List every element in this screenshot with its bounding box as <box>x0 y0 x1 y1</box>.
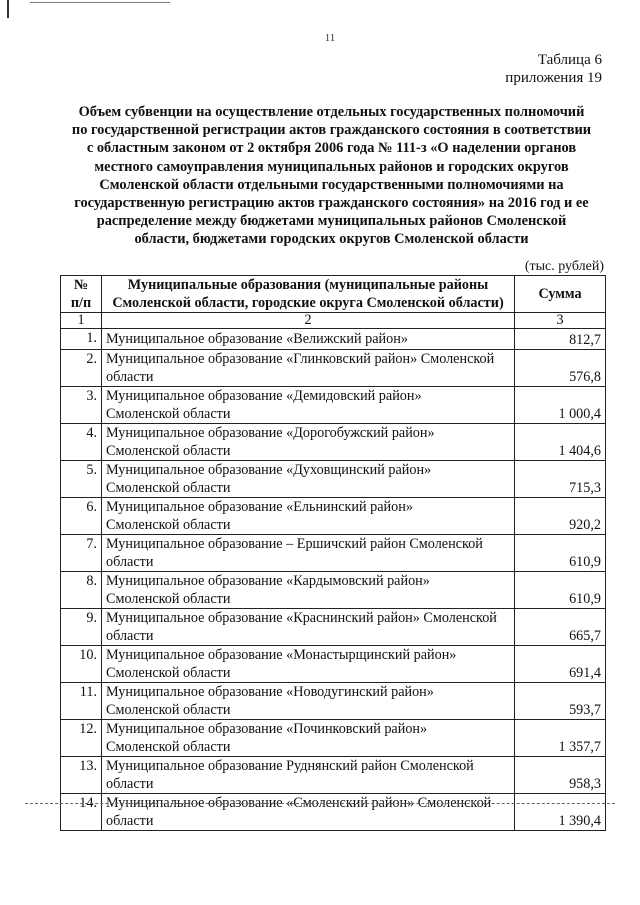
row-sum: 812,7 <box>515 329 606 350</box>
municipality-name <box>102 535 515 572</box>
row-number: 7. <box>61 535 102 572</box>
row-number: 13. <box>61 757 102 794</box>
municipality-name-line1: Муниципальное образование «Монастырщинский район» <box>106 647 457 663</box>
municipality-name-line1: Муниципальное образование «Велижский район» <box>106 331 408 347</box>
row-sum: 1 404,6 <box>515 424 606 461</box>
scan-mark <box>7 0 9 18</box>
municipality-name-line2: Смоленской области <box>106 739 231 755</box>
units-note: (тыс. рублей) <box>524 259 604 274</box>
row-number: 11. <box>61 683 102 720</box>
municipality-name-line1: Муниципальное образование «Демидовский район» <box>106 388 422 404</box>
municipality-name-line2: области <box>106 369 154 385</box>
subvention-table <box>60 275 606 831</box>
title-line: Объем субвенции на осуществление отдельных государственных полномочий <box>78 104 585 120</box>
municipality-name <box>102 350 515 387</box>
table-row <box>61 329 606 350</box>
municipality-name-line2: области <box>106 554 154 570</box>
header-number <box>61 276 102 313</box>
table-row <box>61 350 606 387</box>
column-index-cell: 1 <box>61 313 102 329</box>
row-sum: 665,7 <box>515 609 606 646</box>
page-number: 11 <box>324 32 336 44</box>
table-row <box>61 387 606 424</box>
row-sum: 576,8 <box>515 350 606 387</box>
row-sum: 593,7 <box>515 683 606 720</box>
row-number: 1. <box>61 329 102 350</box>
row-sum: 1 357,7 <box>515 720 606 757</box>
title-line: по государственной регистрации актов гражданского состояния в соответствии <box>71 122 592 139</box>
table-body <box>61 329 606 831</box>
row-sum: 691,4 <box>515 646 606 683</box>
row-number: 14. <box>61 794 102 831</box>
title-line: местного самоуправления муниципальных районов и городских округов <box>94 158 569 175</box>
municipality-name-line2: области <box>106 628 154 644</box>
table-row <box>61 646 606 683</box>
row-number: 3. <box>61 387 102 424</box>
row-sum: 920,2 <box>515 498 606 535</box>
table-reference <box>505 51 602 87</box>
table-header-row <box>61 276 606 313</box>
table-row <box>61 720 606 757</box>
municipality-name-line2: Смоленской области <box>106 443 231 459</box>
table-reference-line2: приложения 19 <box>505 70 602 86</box>
header-number-line2: п/п <box>70 295 92 311</box>
municipality-name <box>102 387 515 424</box>
header-municipality <box>102 276 515 313</box>
document-title <box>48 103 615 249</box>
title-line: области, бюджетами городских округов Смоленской области <box>134 231 529 248</box>
header-municipality-line1: Муниципальные образования (муниципальные районы <box>127 277 489 293</box>
municipality-name-line2: Смоленской области <box>106 665 231 681</box>
municipality-name <box>102 329 515 350</box>
municipality-name-line2: Смоленской области <box>106 517 231 533</box>
row-number: 2. <box>61 350 102 387</box>
table-row <box>61 572 606 609</box>
municipality-name <box>102 794 515 831</box>
title-line: распределение между бюджетами муниципальных районов Смоленской <box>96 213 567 230</box>
municipality-name-line1: Муниципальное образование «Смоленский район» Смоленской <box>106 795 492 811</box>
municipality-name <box>102 757 515 794</box>
row-sum: 610,9 <box>515 535 606 572</box>
title-line: с областным законом от 2 октября 2006 года № 111-з «О наделении органов <box>86 140 577 157</box>
header-sum: Сумма <box>515 276 606 313</box>
table-reference-line1: Таблица 6 <box>537 52 602 68</box>
municipality-name-line1: Муниципальное образование – Ершичский район Смоленской <box>106 536 483 552</box>
municipality-name <box>102 461 515 498</box>
row-sum: 610,9 <box>515 572 606 609</box>
municipality-name-line1: Муниципальное образование «Новодугинский район» <box>106 684 434 700</box>
row-sum: 1 390,4 <box>515 794 606 831</box>
header-municipality-line2: Смоленской области, городские округа Смоленской области) <box>112 295 504 311</box>
column-index-cell: 3 <box>515 313 606 329</box>
table-row <box>61 498 606 535</box>
municipality-name <box>102 498 515 535</box>
row-number: 12. <box>61 720 102 757</box>
municipality-name-line2: Смоленской области <box>106 406 231 422</box>
municipality-name <box>102 646 515 683</box>
municipality-name-line1: Муниципальное образование Руднянский район Смоленской <box>106 758 474 774</box>
table-row <box>61 535 606 572</box>
scan-border-line <box>30 2 170 3</box>
municipality-name-line1: Муниципальное образование «Кардымовский район» <box>106 573 430 589</box>
municipality-name-line1: Муниципальное образование «Починковский район» <box>106 721 428 737</box>
municipality-name-line1: Муниципальное образование «Ельнинский район» <box>106 499 413 515</box>
municipality-name <box>102 572 515 609</box>
municipality-name-line2: области <box>106 813 154 829</box>
column-index-row <box>61 313 606 329</box>
municipality-name-line2: Смоленской области <box>106 480 231 496</box>
row-sum: 1 000,4 <box>515 387 606 424</box>
municipality-name <box>102 720 515 757</box>
row-number: 9. <box>61 609 102 646</box>
municipality-name-line2: Смоленской области <box>106 702 231 718</box>
row-number: 6. <box>61 498 102 535</box>
row-number: 10. <box>61 646 102 683</box>
row-number: 4. <box>61 424 102 461</box>
table-row <box>61 424 606 461</box>
row-sum: 958,3 <box>515 757 606 794</box>
municipality-name-line1: Муниципальное образование «Глинковский район» Смоленской <box>106 351 495 367</box>
column-index-cell: 2 <box>102 313 515 329</box>
municipality-name <box>102 683 515 720</box>
row-sum: 715,3 <box>515 461 606 498</box>
page-cut-line <box>25 803 615 804</box>
table-row <box>61 461 606 498</box>
header-number-line1: № <box>73 277 89 293</box>
title-line: государственную регистрацию актов гражданского состояния» на 2016 год и ее <box>74 195 589 212</box>
title-line: Смоленской области отдельными государственными полномочиями на <box>99 176 564 193</box>
row-number: 5. <box>61 461 102 498</box>
table-row <box>61 609 606 646</box>
municipality-name <box>102 609 515 646</box>
municipality-name-line1: Муниципальное образование «Дорогобужский район» <box>106 425 435 441</box>
municipality-name-line1: Муниципальное образование «Духовщинский район» <box>106 462 432 478</box>
municipality-name-line2: Смоленской области <box>106 591 231 607</box>
municipality-name-line1: Муниципальное образование «Краснинский район» Смоленской <box>106 610 497 626</box>
row-number: 8. <box>61 572 102 609</box>
municipality-name-line2: области <box>106 776 154 792</box>
table-row <box>61 794 606 831</box>
table-row <box>61 683 606 720</box>
table-row <box>61 757 606 794</box>
municipality-name <box>102 424 515 461</box>
